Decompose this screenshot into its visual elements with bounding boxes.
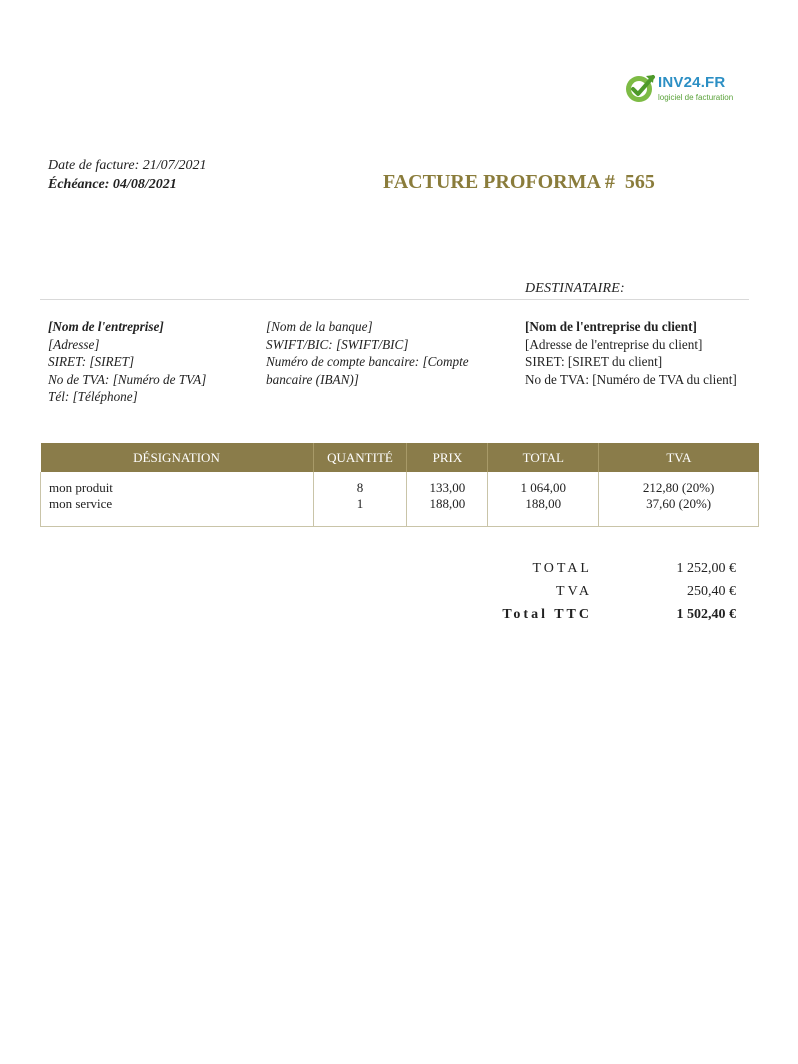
row-designation: mon service: [49, 496, 113, 511]
client-info: [525, 318, 737, 388]
company-vat: No de TVA: [Numéro de TVA]: [48, 371, 207, 387]
row-vat: 37,60 (20%): [646, 496, 712, 511]
designation-cell: [41, 472, 314, 527]
row-designation: mon produit: [49, 480, 113, 495]
logo-tagline: logiciel de facturation: [658, 93, 734, 102]
invoice-dates: [48, 156, 207, 194]
ttc-label: Total TTC: [502, 607, 592, 622]
recipient-label: DESTINATAIRE:: [525, 281, 625, 296]
quantity-cell: [313, 472, 407, 527]
row-price: 133,00: [429, 480, 466, 495]
header-divider: [40, 299, 749, 300]
logo-check-icon: [624, 72, 656, 104]
header-quantity: QUANTITÉ: [313, 443, 407, 472]
header-price: PRIX: [407, 443, 488, 472]
totals-summary: [490, 561, 740, 630]
table-header-row: [41, 443, 759, 472]
invoice-date: Date de facture: 21/07/2021: [48, 158, 207, 173]
row-price: 188,00: [429, 496, 466, 511]
client-vat: No de TVA: [Numéro de TVA du client]: [525, 371, 737, 387]
vat-value: 250,40 €: [687, 584, 736, 599]
bank-name: [Nom de la banque]: [266, 319, 373, 334]
vat-label: TVA: [556, 584, 592, 599]
bank-account-line1: Numéro de compte bancaire: [Compte: [266, 354, 469, 369]
row-total: 188,00: [525, 496, 562, 511]
company-phone: Tél: [Téléphone]: [48, 389, 138, 404]
company-name: [Nom de l'entreprise]: [48, 319, 164, 334]
bank-swift: SWIFT/BIC: [SWIFT/BIC]: [266, 336, 409, 352]
client-address: [Adresse de l'entreprise du client]: [525, 336, 703, 352]
total-cell: [488, 472, 599, 527]
invoice-title: [383, 171, 655, 194]
company-address: [Adresse]: [48, 336, 100, 352]
row-vat: 212,80 (20%): [642, 480, 715, 495]
bank-info: [266, 318, 469, 388]
row-quantity: 8: [356, 480, 364, 495]
invoice-number: 565: [624, 171, 655, 193]
items-table: [40, 443, 759, 527]
header-total: TOTAL: [488, 443, 599, 472]
row-total: 1 064,00: [520, 480, 567, 495]
vat-cell: [599, 472, 759, 527]
company-info: [48, 318, 206, 406]
total-label: TOTAL: [532, 561, 592, 576]
company-logo: [624, 72, 734, 108]
header-designation: DÉSIGNATION: [41, 443, 314, 472]
row-quantity: 1: [356, 496, 364, 511]
ttc-value: 1 502,40 €: [676, 607, 736, 622]
totals-row-ttc: [490, 607, 740, 630]
table-row: [41, 472, 759, 527]
client-siret: SIRET: [SIRET du client]: [525, 354, 663, 369]
price-cell: [407, 472, 488, 527]
client-name: [Nom de l'entreprise du client]: [525, 319, 697, 334]
due-date: Échéance: 04/08/2021: [48, 177, 177, 192]
company-siret: SIRET: [SIRET]: [48, 354, 135, 369]
logo-brand-text: INV24.FR: [658, 74, 726, 91]
header-vat: TVA: [599, 443, 759, 472]
total-value: 1 252,00 €: [676, 561, 736, 576]
totals-row-vat: [490, 584, 740, 607]
bank-account-line2: bancaire (IBAN)]: [266, 371, 359, 387]
totals-row-total: [490, 561, 740, 584]
invoice-title-label: FACTURE PROFORMA #: [383, 171, 615, 193]
